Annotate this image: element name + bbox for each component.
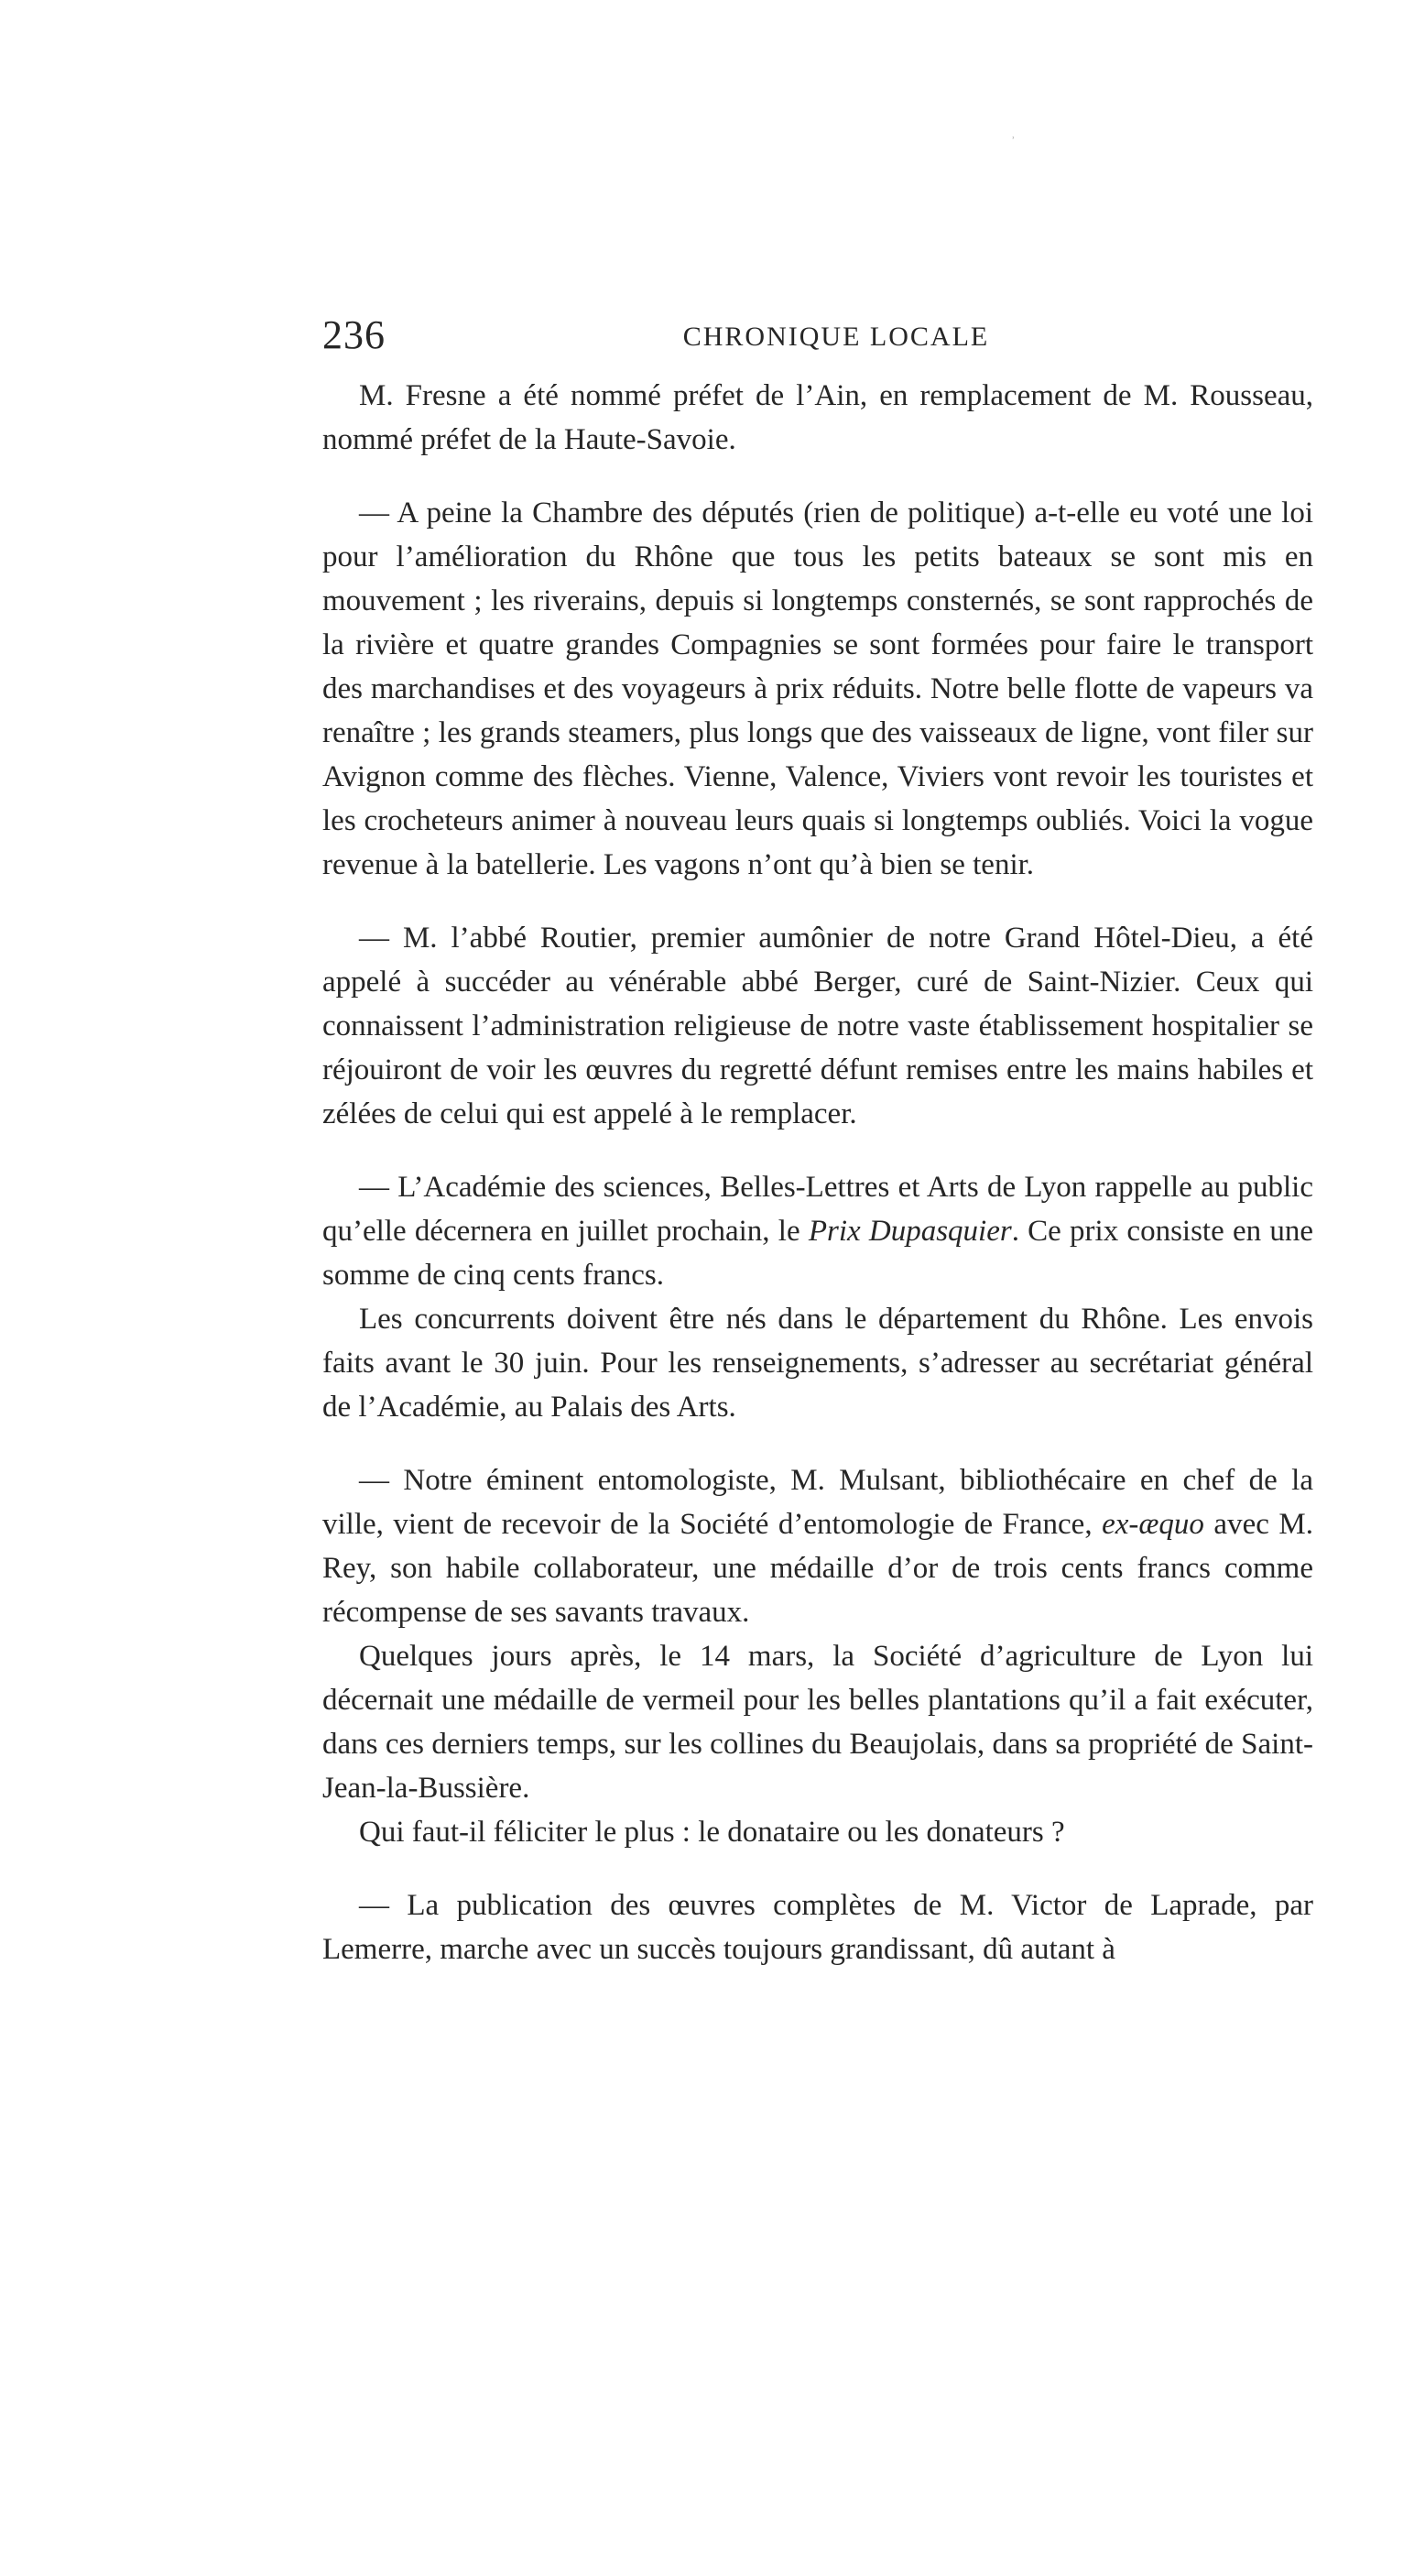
stray-ink-mark: ʾ <box>1011 136 1016 149</box>
paragraph-academie-prize <box>322 1165 1313 1297</box>
paragraph-prefect-appointment: M. Fresne a été nommé préfet de l’Ain, en remplacement de M. Rousseau, nommé préfet de la Haute-Savoie. <box>322 379 1313 456</box>
page-number: 236 <box>322 312 386 357</box>
paragraph-mulsant-medal-end: avec M. Rey, son habile collaborateur, une médaille d’or de trois cents francs comme récompense de ses savants travaux. <box>322 1508 1313 1629</box>
article-body <box>322 374 1313 1971</box>
prize-name: Prix Dupasquier <box>808 1215 1012 1248</box>
paragraph-laprade-works: — La publication des œuvres complètes de M. Victor de Laprade, par Lemerre, marche avec un succès toujours grandissant, dû autant à <box>322 1889 1313 1966</box>
ex-aequo-term: ex-æquo <box>1102 1508 1204 1541</box>
paragraph-prize-conditions: Les concurrents doivent être nés dans le département du Rhône. Les envois faits avant le 30 juin. Pour les renseignements, s’adresser au secrétariat général de l’Académie, au Palais des Arts. <box>322 1303 1313 1424</box>
paragraph-mulsant-medal-start: — Notre éminent entomologiste, M. Mulsant, bibliothécaire en chef de la ville, vient de recevoir de la Société d’entomologie de France, <box>322 1464 1313 1541</box>
paragraph-question: Qui faut-il féliciter le plus : le donataire ou les donateurs ? <box>359 1816 1065 1849</box>
page-header <box>322 310 1313 361</box>
running-title: CHRONIQUE LOCALE <box>682 322 990 352</box>
paragraph-mulsant-medal <box>322 1458 1313 1634</box>
paragraph-rhone-navigation: — A peine la Chambre des députés (rien de politique) a-t-elle eu voté une loi pour l’amélioration du Rhône que tous les petits bateaux se sont mis en mouvement ; les riverains, depuis si longtemps consternés, se sont rapprochés de la rivière et quatre grandes Compagnies se sont formées pour faire le transport des marchandises et des voyageurs à prix réduits. Notre belle flotte de vapeurs va renaître ; les grands steamers, plus longs que des vaisseaux de ligne, vont filer sur Avignon comme des flèches. Vienne, Valence, Viviers vont revoir les touristes et les crocheteurs animer à nouveau leurs quais si longtemps oubliés. Voici la vogue revenue à la batellerie. Les vagons n’ont qu’à bien se tenir. <box>322 497 1313 881</box>
paragraph-academie-prize-start: — L’Académie des sciences, Belles-Lettres et Arts de Lyon rappelle au public qu’elle décernera en juillet prochain, le <box>322 1171 1313 1248</box>
paragraph-academie-prize-end: . Ce prix consiste en une somme de cinq cents francs. <box>322 1215 1313 1292</box>
paragraph-agriculture-medal: Quelques jours après, le 14 mars, la Société d’agriculture de Lyon lui décernait une médaille de vermeil pour les belles plantations qu’il a fait exécuter, dans ces derniers temps, sur les collines du Beaujolais, dans sa propriété de Saint-Jean-la-Bussière. <box>322 1640 1313 1805</box>
paragraph-abbe-routier: — M. l’abbé Routier, premier aumônier de notre Grand Hôtel-Dieu, a été appelé à succéder au vénérable abbé Berger, curé de Saint-Nizier. Ceux qui connaissent l’administration religieuse de notre vaste établissement hospitalier se réjouiront de voir les œuvres du regretté défunt remises entre les mains habiles et zélées de celui qui est appelé à le remplacer. <box>322 922 1313 1130</box>
